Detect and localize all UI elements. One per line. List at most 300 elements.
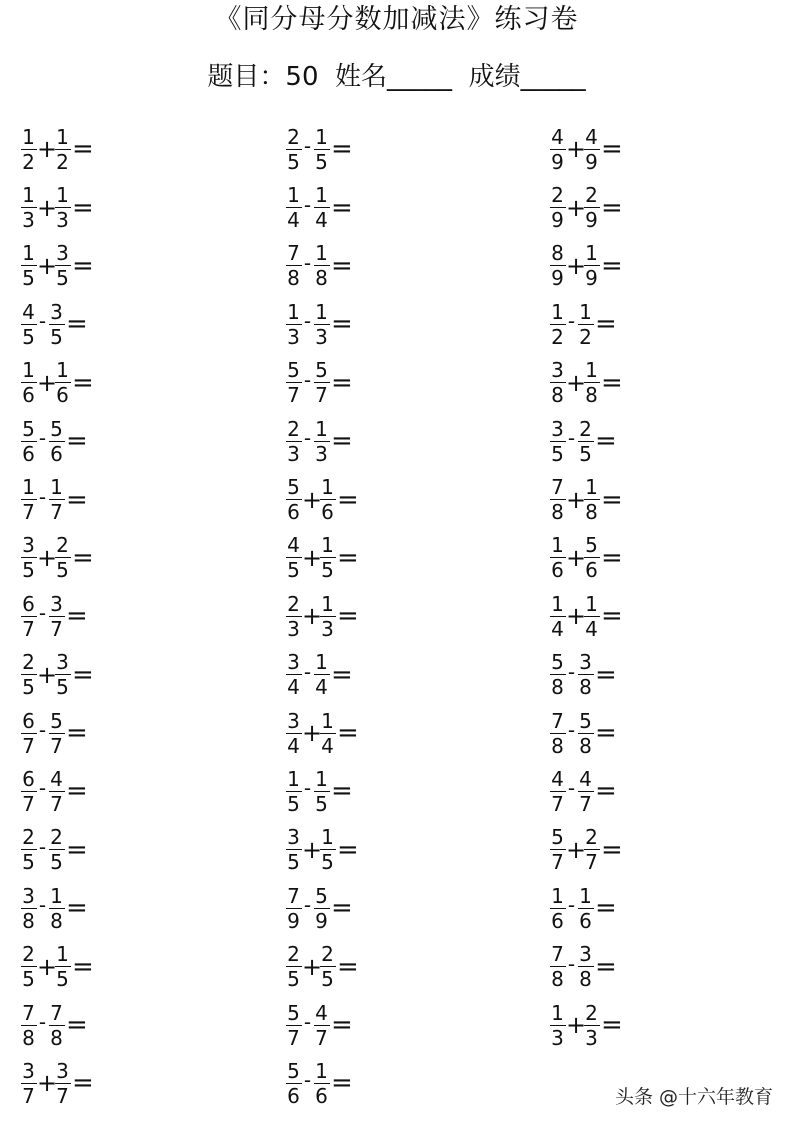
fraction (48, 301, 65, 348)
denominator: 5 (56, 266, 69, 291)
fraction (549, 418, 566, 465)
denominator: 5 (287, 149, 300, 174)
fraction (20, 593, 37, 640)
numerator: 7 (551, 475, 564, 500)
denominator: 3 (287, 441, 300, 466)
fraction (313, 1060, 330, 1107)
fraction (549, 885, 566, 932)
denominator: 5 (321, 850, 334, 875)
denominator: 5 (56, 675, 69, 700)
fraction (285, 943, 302, 990)
numerator: 6 (22, 766, 35, 791)
denominator: 5 (22, 675, 35, 700)
numerator: 7 (551, 708, 564, 733)
equals-sign: = (337, 484, 359, 515)
numerator: 2 (50, 825, 63, 850)
operator: + (566, 368, 587, 397)
fraction (583, 184, 600, 231)
fraction (285, 710, 302, 757)
operator: + (566, 251, 587, 280)
fraction (54, 359, 71, 406)
equals-sign: = (331, 426, 353, 457)
denominator: 4 (287, 733, 300, 758)
denominator: 9 (315, 908, 328, 933)
numerator: 3 (287, 650, 300, 675)
fraction (549, 534, 566, 581)
fraction (319, 710, 336, 757)
problem-row (549, 762, 789, 820)
fraction (285, 126, 302, 173)
fraction (285, 242, 302, 289)
denominator: 5 (321, 558, 334, 583)
problem-row (20, 762, 260, 820)
numerator: 1 (321, 591, 334, 616)
equals-sign: = (66, 1010, 88, 1041)
operator: - (303, 134, 312, 159)
problem-row (549, 996, 789, 1054)
equals-sign: = (337, 834, 359, 865)
problem-row (20, 821, 260, 879)
numerator: 1 (56, 942, 69, 967)
denominator: 4 (585, 616, 598, 641)
fraction (48, 418, 65, 465)
numerator: 4 (22, 299, 35, 324)
fraction (20, 418, 37, 465)
operator: - (38, 776, 47, 801)
equals-sign: = (72, 367, 94, 398)
denominator: 2 (56, 149, 69, 174)
numerator: 5 (315, 883, 328, 908)
problem-row (549, 587, 789, 645)
fraction (48, 826, 65, 873)
equals-sign: = (66, 834, 88, 865)
fraction (285, 768, 302, 815)
numerator: 3 (287, 825, 300, 850)
equals-sign: = (72, 1068, 94, 1099)
numerator: 2 (56, 533, 69, 558)
denominator: 8 (22, 1025, 35, 1050)
numerator: 3 (56, 650, 69, 675)
denominator: 8 (551, 500, 564, 525)
numerator: 8 (551, 241, 564, 266)
denominator: 9 (551, 208, 564, 233)
fraction (549, 710, 566, 757)
operator: - (567, 951, 576, 976)
numerator: 1 (551, 299, 564, 324)
fraction (549, 651, 566, 698)
denominator: 7 (22, 791, 35, 816)
denominator: 6 (321, 500, 334, 525)
equals-sign: = (337, 601, 359, 632)
equals-sign: = (337, 718, 359, 749)
fraction (583, 1002, 600, 1049)
fraction (549, 768, 566, 815)
fraction (48, 1002, 65, 1049)
problem-row (549, 529, 789, 587)
numerator: 1 (56, 183, 69, 208)
problem-row (285, 762, 525, 820)
problem-row (549, 879, 789, 937)
fraction (20, 826, 37, 873)
numerator: 7 (287, 241, 300, 266)
numerator: 5 (315, 358, 328, 383)
operator: + (302, 835, 323, 864)
equals-sign: = (601, 1010, 623, 1041)
fraction (313, 359, 330, 406)
operator: - (303, 426, 312, 451)
denominator: 7 (22, 616, 35, 641)
numerator: 3 (56, 241, 69, 266)
denominator: 8 (585, 500, 598, 525)
problem-row (285, 821, 525, 879)
operator: - (303, 893, 312, 918)
denominator: 5 (287, 967, 300, 992)
numerator: 1 (321, 708, 334, 733)
equals-sign: = (72, 659, 94, 690)
numerator: 3 (50, 591, 63, 616)
problem-row (549, 412, 789, 470)
fraction (313, 885, 330, 932)
equals-sign: = (337, 542, 359, 573)
problem-row (549, 237, 789, 295)
numerator: 2 (22, 825, 35, 850)
denominator: 6 (551, 908, 564, 933)
fraction (285, 885, 302, 932)
fraction (319, 826, 336, 873)
denominator: 7 (315, 1025, 328, 1050)
problem-row (285, 587, 525, 645)
problem-row (549, 704, 789, 762)
denominator: 7 (22, 500, 35, 525)
denominator: 9 (287, 908, 300, 933)
numerator: 1 (585, 475, 598, 500)
fraction (583, 593, 600, 640)
problem-row (20, 178, 260, 236)
operator: - (303, 776, 312, 801)
numerator: 1 (579, 883, 592, 908)
fraction (54, 242, 71, 289)
numerator: 1 (315, 1058, 328, 1083)
fraction (285, 301, 302, 348)
equals-sign: = (601, 484, 623, 515)
fraction (48, 593, 65, 640)
fraction (313, 184, 330, 231)
denominator: 9 (551, 149, 564, 174)
equals-sign: = (66, 426, 88, 457)
problem-row (549, 937, 789, 995)
numerator: 2 (287, 416, 300, 441)
numerator: 1 (551, 883, 564, 908)
denominator: 5 (22, 558, 35, 583)
fraction (577, 768, 594, 815)
equals-sign: = (331, 250, 353, 281)
problem-row (20, 704, 260, 762)
numerator: 5 (579, 708, 592, 733)
denominator: 6 (287, 1083, 300, 1108)
fraction (549, 826, 566, 873)
operator: + (37, 368, 58, 397)
equals-sign: = (331, 659, 353, 690)
numerator: 2 (287, 124, 300, 149)
numerator: 5 (287, 475, 300, 500)
denominator: 5 (22, 967, 35, 992)
denominator: 4 (315, 675, 328, 700)
numerator: 4 (50, 766, 63, 791)
numerator: 2 (22, 650, 35, 675)
equals-sign: = (331, 1010, 353, 1041)
fraction (20, 126, 37, 173)
equals-sign: = (66, 309, 88, 340)
denominator: 5 (321, 967, 334, 992)
operator: - (567, 426, 576, 451)
fraction (20, 359, 37, 406)
denominator: 7 (579, 791, 592, 816)
denominator: 5 (56, 558, 69, 583)
numerator: 1 (22, 241, 35, 266)
equals-sign: = (72, 250, 94, 281)
problem-row (285, 470, 525, 528)
watermark: 头条 @十六年教育 (614, 1086, 773, 1108)
operator: + (566, 193, 587, 222)
equals-sign: = (595, 309, 617, 340)
fraction (48, 885, 65, 932)
fraction (313, 418, 330, 465)
denominator: 5 (22, 850, 35, 875)
denominator: 8 (315, 266, 328, 291)
equals-sign: = (331, 309, 353, 340)
numerator: 1 (315, 650, 328, 675)
denominator: 4 (287, 675, 300, 700)
equals-sign: = (595, 718, 617, 749)
problem-row (549, 295, 789, 353)
denominator: 8 (50, 1025, 63, 1050)
problem-row (20, 996, 260, 1054)
numerator: 5 (22, 416, 35, 441)
equals-sign: = (72, 951, 94, 982)
denominator: 9 (585, 208, 598, 233)
numerator: 1 (22, 475, 35, 500)
operator: - (38, 484, 47, 509)
denominator: 5 (56, 967, 69, 992)
problem-row (20, 295, 260, 353)
equals-sign: = (337, 951, 359, 982)
fraction (313, 126, 330, 173)
denominator: 9 (585, 266, 598, 291)
fraction (20, 184, 37, 231)
denominator: 5 (315, 149, 328, 174)
numerator: 3 (50, 299, 63, 324)
problem-row (285, 996, 525, 1054)
fraction (285, 184, 302, 231)
numerator: 2 (321, 942, 334, 967)
numerator: 2 (585, 1000, 598, 1025)
fraction (319, 593, 336, 640)
operator: - (567, 718, 576, 743)
numerator: 4 (551, 766, 564, 791)
operator: + (566, 602, 587, 631)
fraction (549, 476, 566, 523)
numerator: 7 (551, 942, 564, 967)
fraction (54, 651, 71, 698)
numerator: 2 (287, 591, 300, 616)
fraction (577, 651, 594, 698)
numerator: 1 (315, 766, 328, 791)
numerator: 1 (579, 299, 592, 324)
equals-sign: = (331, 367, 353, 398)
operator: - (38, 834, 47, 859)
denominator: 8 (22, 908, 35, 933)
denominator: 8 (551, 383, 564, 408)
numerator: 2 (551, 183, 564, 208)
denominator: 5 (579, 441, 592, 466)
operator: - (38, 426, 47, 451)
problem-row (549, 821, 789, 879)
fraction (577, 301, 594, 348)
problem-row (285, 529, 525, 587)
numerator: 1 (50, 883, 63, 908)
fraction (583, 534, 600, 581)
numerator: 1 (321, 475, 334, 500)
problem-row (549, 354, 789, 412)
denominator: 7 (287, 383, 300, 408)
equals-sign: = (601, 134, 623, 165)
numerator: 4 (585, 124, 598, 149)
problem-row (285, 237, 525, 295)
denominator: 7 (50, 791, 63, 816)
numerator: 7 (287, 883, 300, 908)
equals-sign: = (601, 250, 623, 281)
operator: + (302, 952, 323, 981)
equals-sign: = (331, 1068, 353, 1099)
problem-column-3 (549, 120, 789, 1054)
equals-sign: = (601, 601, 623, 632)
numerator: 4 (287, 533, 300, 558)
numerator: 3 (22, 533, 35, 558)
numerator: 4 (579, 766, 592, 791)
numerator: 5 (287, 1000, 300, 1025)
problem-column-2 (285, 120, 525, 1113)
operator: - (303, 250, 312, 275)
denominator: 5 (22, 266, 35, 291)
denominator: 7 (315, 383, 328, 408)
operator: + (566, 543, 587, 572)
equals-sign: = (595, 893, 617, 924)
denominator: 5 (50, 850, 63, 875)
denominator: 6 (287, 500, 300, 525)
fraction (20, 710, 37, 757)
fraction (285, 476, 302, 523)
fraction (577, 885, 594, 932)
problem-row (549, 470, 789, 528)
denominator: 5 (287, 558, 300, 583)
denominator: 2 (22, 149, 35, 174)
problem-row (20, 937, 260, 995)
fraction (583, 242, 600, 289)
fraction (48, 476, 65, 523)
fraction (577, 418, 594, 465)
numerator: 1 (321, 825, 334, 850)
denominator: 3 (315, 324, 328, 349)
fraction (583, 126, 600, 173)
denominator: 3 (321, 616, 334, 641)
denominator: 2 (551, 324, 564, 349)
numerator: 1 (315, 241, 328, 266)
operator: + (302, 602, 323, 631)
fraction (549, 126, 566, 173)
fraction (313, 301, 330, 348)
numerator: 1 (22, 358, 35, 383)
operator: - (303, 192, 312, 217)
denominator: 8 (585, 383, 598, 408)
operator: + (37, 543, 58, 572)
fraction (285, 1060, 302, 1107)
fraction (319, 534, 336, 581)
denominator: 3 (315, 441, 328, 466)
operator: + (566, 1011, 587, 1040)
denominator: 3 (56, 208, 69, 233)
fraction (285, 534, 302, 581)
denominator: 7 (50, 733, 63, 758)
equals-sign: = (66, 893, 88, 924)
operator: + (566, 485, 587, 514)
worksheet-subtitle: 题目：50 姓名_____ 成绩_____ (207, 62, 586, 92)
equals-sign: = (66, 601, 88, 632)
fraction (20, 534, 37, 581)
operator: - (567, 309, 576, 334)
operator: + (302, 719, 323, 748)
numerator: 5 (551, 825, 564, 850)
equals-sign: = (72, 134, 94, 165)
fraction (583, 476, 600, 523)
numerator: 3 (579, 942, 592, 967)
equals-sign: = (595, 426, 617, 457)
numerator: 5 (585, 533, 598, 558)
operator: + (37, 1069, 58, 1098)
problem-row (285, 879, 525, 937)
operator: + (302, 543, 323, 572)
fraction (549, 359, 566, 406)
numerator: 3 (579, 650, 592, 675)
numerator: 3 (551, 416, 564, 441)
denominator: 3 (551, 1025, 564, 1050)
denominator: 5 (551, 441, 564, 466)
numerator: 1 (551, 533, 564, 558)
problem-row (285, 1054, 525, 1112)
operator: + (566, 835, 587, 864)
numerator: 3 (56, 1058, 69, 1083)
numerator: 5 (50, 708, 63, 733)
problem-row (20, 354, 260, 412)
denominator: 4 (321, 733, 334, 758)
numerator: 1 (315, 183, 328, 208)
fraction (20, 1060, 37, 1107)
problem-row (285, 295, 525, 353)
operator: + (37, 251, 58, 280)
operator: - (38, 1010, 47, 1035)
denominator: 7 (551, 850, 564, 875)
denominator: 7 (551, 791, 564, 816)
fraction (577, 710, 594, 757)
fraction (549, 184, 566, 231)
numerator: 1 (56, 358, 69, 383)
fraction (549, 943, 566, 990)
denominator: 7 (22, 733, 35, 758)
fraction (54, 184, 71, 231)
equals-sign: = (66, 718, 88, 749)
numerator: 1 (551, 1000, 564, 1025)
equals-sign: = (331, 134, 353, 165)
problem-row (285, 178, 525, 236)
